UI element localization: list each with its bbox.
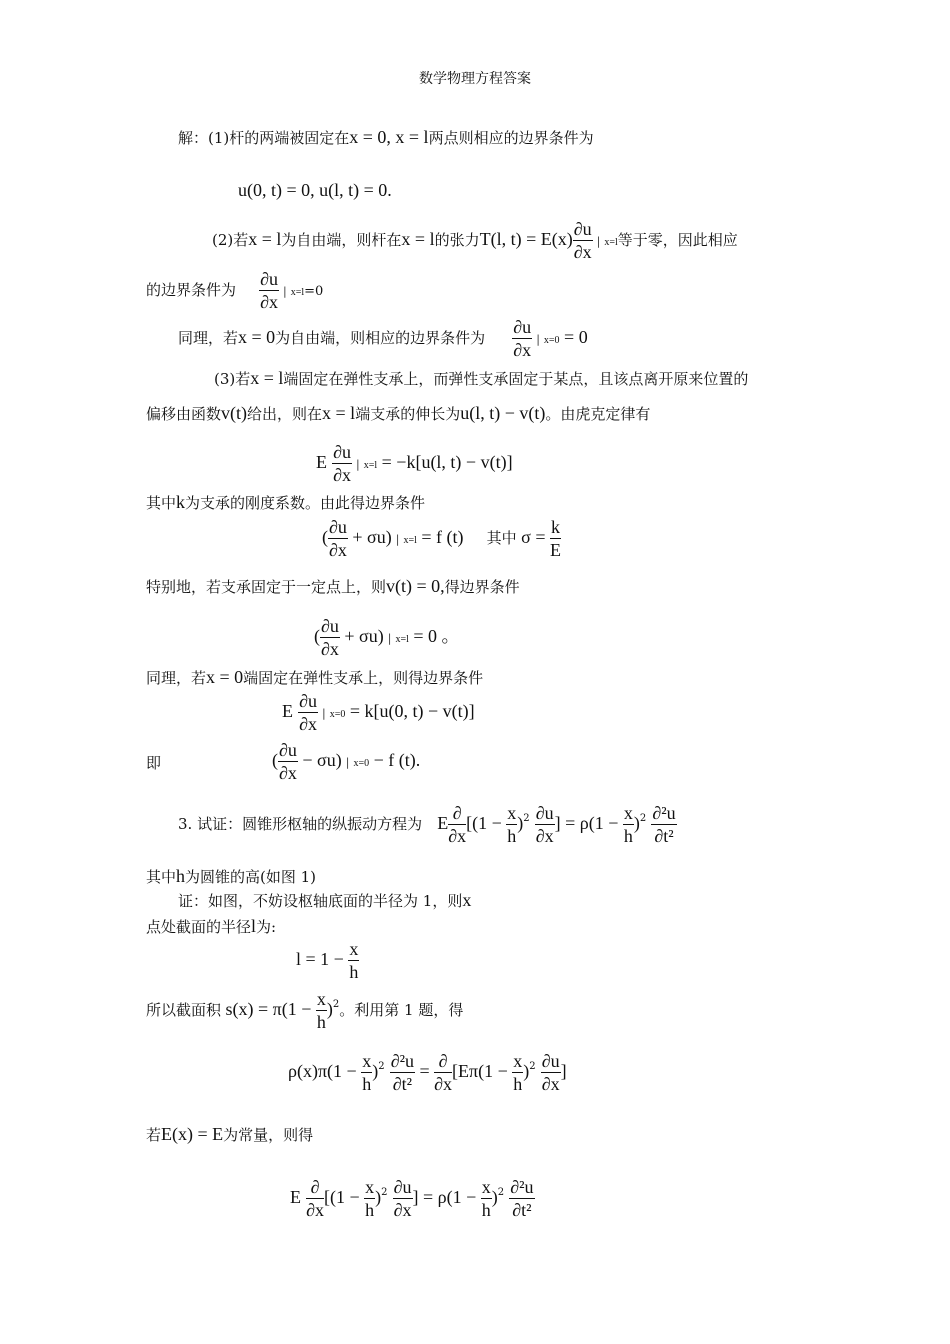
equation-elastic-boundary: ( $\frac{\partial u}{\partial x}$ + σu) | x=l = f (t) 其中 σ = $\frac{k}{E}$	[322, 517, 562, 560]
text-line-2: (2)若x = l为自由端，则杆在x = l的张力T(l, t) = E(x) $\frac{\partial u}{\partial x}$ | x=l等于零，因此相应	[212, 219, 738, 262]
text-line-6: 偏移由函数v(t)给出，则在x = l端支承的伸长为u(l, t) − v(t)。由虎克定律有	[146, 403, 651, 423]
text-line-16: 其中h为圆锥的高(如图 1)	[146, 866, 317, 886]
equation-fixed-point: ( $\frac{\partial u}{\partial x}$ + σu) | x=l = 0 。	[314, 616, 460, 659]
text-line-22: 若E(x) = E为常量，则得	[146, 1124, 314, 1144]
text-line-18: 点处截面的半径l为:	[146, 916, 277, 936]
fraction: $\frac{\partial u}{\partial x}$	[279, 740, 297, 783]
fraction: $\frac{\partial u}{\partial x}$	[513, 317, 532, 360]
fraction: $\frac{\partial u}{\partial x}$	[541, 1051, 560, 1094]
fraction: $\frac{x}{h}$	[349, 939, 359, 982]
fraction: $\frac{\partial u}{\partial x}$	[260, 269, 279, 312]
equation-left-elastic: E $\frac{\partial u}{\partial x}$ | x=0 = k[u(0, t) − v(t)]	[282, 691, 475, 734]
fraction: $\frac{\text{∂²u}}{\text{∂t²}}$	[390, 1051, 414, 1094]
fraction: $\frac{\partial u}{\partial x}$	[573, 219, 592, 262]
fraction: $\frac{\text{∂²u}}{\text{∂t²}}$	[652, 803, 676, 846]
fraction: $\frac{\partial}{\partial x}$	[306, 1177, 324, 1220]
equation-general: ρ(x)π(1 − $\frac{x}{h}$ )$^2$ $\frac{\text{∂²u}}{\text{∂t²}}$ = $\frac{\partial}{\partial x}$ [Eπ(1 − $\frac{x}{h}$ )$^2$ $\frac{\partial u}{\partial x}$ ]	[288, 1051, 567, 1094]
equation-left-result: ( $\frac{\partial u}{\partial x}$ − σu) | x=0 − f (t).	[272, 740, 421, 783]
fraction: $\frac{x}{h}$	[316, 989, 326, 1032]
fraction: $\frac{k}{E}$	[550, 517, 562, 560]
equation-hooke: E $\frac{\partial u}{\partial x}$ | x=l = −k[u(l, t) − v(t)]	[316, 442, 513, 485]
text-line-14: 即	[146, 754, 162, 772]
text-line-4: 同理，若x = 0为自由端，则相应的边界条件为 $\frac{\partial u}{\partial x}$ | x=0 = 0	[178, 317, 588, 360]
text-line-8: 其中k为支承的刚度系数。由此得边界条件	[146, 492, 426, 512]
text-line-12: 同理，若x = 0端固定在弹性支承上，则得边界条件	[146, 667, 484, 687]
fraction: $\frac{\text{∂²u}}{\text{∂t²}}$	[510, 1177, 534, 1220]
text-line-10: 特别地，若支承固定于一定点上，则v(t) = 0,得边界条件	[146, 576, 520, 596]
equation-final: E $\frac{\partial}{\partial x}$ [(1 − $\frac{x}{h}$ )$^2$ $\frac{\partial u}{\partial x}$ ] = ρ(1 − $\frac{x}{h}$ )$^2$ $\frac{\text{∂²u}}{\text{∂t²}}$	[290, 1177, 534, 1220]
fraction: $\frac{\partial u}{\partial x}$	[321, 616, 339, 659]
fraction: $\frac{x}{h}$	[623, 803, 633, 846]
fraction: $\frac{\partial u}{\partial x}$	[393, 1177, 412, 1220]
page-header: 数学物理方程答案	[419, 71, 531, 87]
fraction: $\frac{\partial u}{\partial x}$	[535, 803, 554, 846]
text-line-1: 解：(1)杆的两端被固定在x = 0, x = l两点则相应的边界条件为	[178, 127, 594, 147]
fraction: $\frac{x}{h}$	[365, 1177, 375, 1220]
text-line-20: 所以截面积 s(x) = π(1 − $\frac{x}{h}$ )$^2$。利用第 1 题，得	[146, 989, 464, 1032]
fraction: $\frac{x}{h}$	[513, 1051, 523, 1094]
problem-3: 3. 试证：圆锥形枢轴的纵振动方程为 E $\frac{\partial}{\partial x}$ [(1 − $\frac{x}{h}$ )$^2$ $\frac{\partial u}{\partial x}$ ] = ρ(1 − $\frac{x}{h}$ )$^2$ $\frac{\text{∂²u}}{\text{∂t²}}$	[178, 803, 676, 846]
fraction: $\frac{\partial u}{\partial x}$	[299, 691, 317, 734]
text-line-5: (3)若x = l端固定在弹性支承上，而弹性支承固定于某点，且该点离开原来位置的	[214, 368, 749, 388]
equation-fixed-ends: u(0, t) = 0, u(l, t) = 0.	[238, 180, 392, 200]
fraction: $\frac{x}{h}$	[362, 1051, 372, 1094]
fraction: $\frac{\partial u}{\partial x}$	[333, 442, 351, 485]
equation-radius: l = 1 − $\frac{x}{h}$	[296, 939, 359, 982]
fraction: $\frac{x}{h}$	[481, 1177, 491, 1220]
fraction: $\frac{\partial}{\partial x}$	[434, 1051, 453, 1094]
fraction: $\frac{x}{h}$	[507, 803, 517, 846]
fraction: $\frac{\partial u}{\partial x}$	[329, 517, 347, 560]
text-line-3: 的边界条件为 $\frac{\partial u}{\partial x}$ | x=l=0	[146, 269, 324, 312]
text-line-17: 证：如图，不妨设枢轴底面的半径为 1，则x	[178, 890, 472, 910]
fraction: $\frac{\partial}{\partial x}$	[448, 803, 467, 846]
